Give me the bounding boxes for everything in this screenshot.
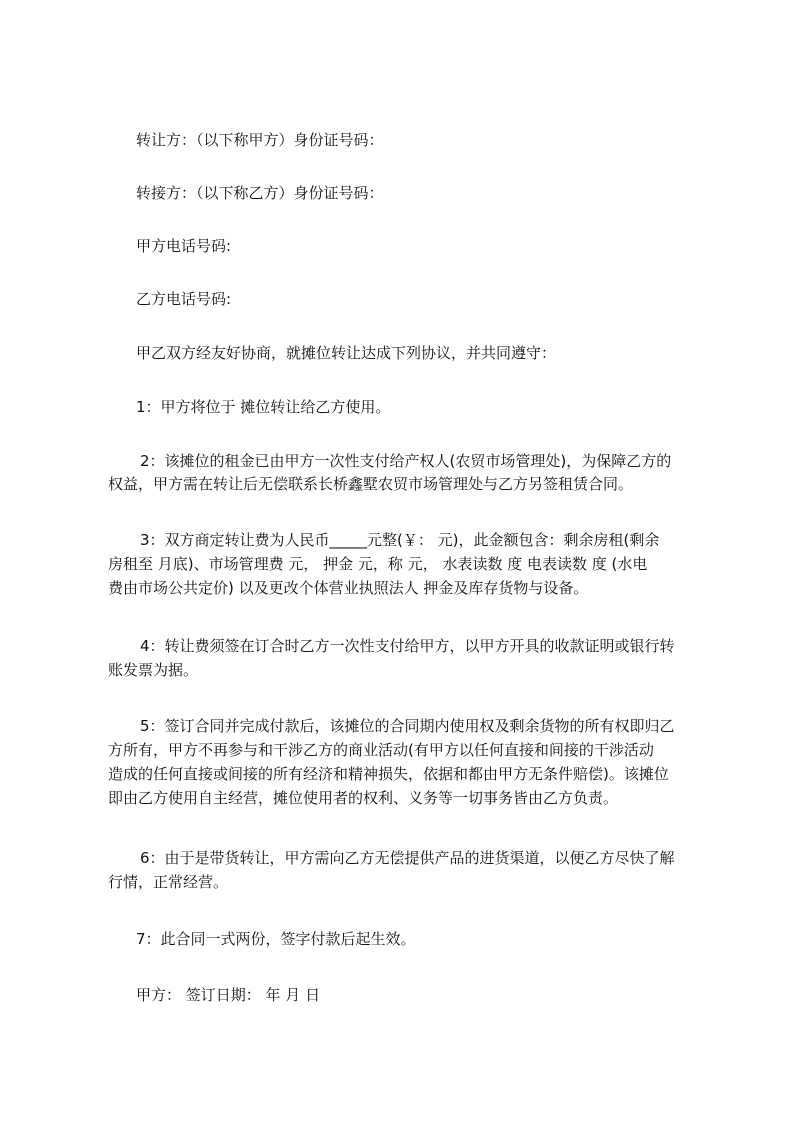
clause-5-line: 5：签订合同并完成付款后，该摊位的合同期内使用权及剩余货物的所有权即归乙 [140, 717, 675, 735]
party-b-phone-field: 乙方电话号码: [136, 290, 232, 308]
clause-7: 7：此合同一式两份，签字付款后起生效。 [136, 930, 416, 948]
clause-3-line: 3：双方商定转让费为人民币_____元整(￥： 元)，此金额包含：剩余房租(剩余 [140, 531, 660, 549]
party-a-phone-field: 甲方电话号码: [136, 237, 232, 255]
intro-paragraph: 甲乙双方经友好协商，就摊位转让达成下列协议，并共同遵守： [136, 344, 557, 362]
transferor-field: 转让方：（以下称甲方）身份证号码： [136, 131, 384, 149]
clause-5-line: 即由乙方使用自主经营，摊位使用者的权利、义务等一切事务皆由乙方负责。 [108, 789, 619, 807]
clause-3-line: 费由市场公共定价) 以及更改个体营业执照法人 押金及库存货物与设备。 [108, 579, 589, 597]
clause-2-line: 2：该摊位的租金已由甲方一次性支付给产权人(农贸市场管理处)，为保障乙方的 [140, 452, 672, 470]
clause-2-line: 权益，甲方需在转让后无偿联系长桥鑫墅农贸市场管理处与乙方另签租赁合同。 [108, 475, 634, 493]
clause-3-line: 房租至 月底)、市场管理费 元， 押金 元，称 元， 水表读数 度 电表读数 度 (水电 [108, 555, 648, 573]
clause-1: 1：甲方将位于 摊位转让给乙方使用。 [136, 398, 391, 416]
clause-6-line: 6：由于是带货转让，甲方需向乙方无偿提供产品的进货渠道，以便乙方尽快了解 [140, 849, 675, 867]
clause-5-line: 方所有，甲方不再参与和干涉乙方的商业活动(有甲方以任何直接和间接的干涉活动 [108, 741, 654, 759]
clause-5-line: 造成的任何直接或间接的所有经济和精神损失，依据和都由甲方无条件赔偿)。该摊位 [108, 765, 669, 783]
signature-line: 甲方： 签订日期： 年 月 日 [136, 986, 321, 1004]
transferee-field: 转接方：（以下称乙方）身份证号码： [136, 184, 384, 202]
clause-4-line: 4：转让费须签在订合时乙方一次性支付给甲方，以甲方开具的收款证明或银行转 [140, 637, 675, 655]
clause-6-line: 行情，正常经营。 [108, 873, 229, 891]
clause-4-line: 账发票为据。 [108, 661, 199, 679]
